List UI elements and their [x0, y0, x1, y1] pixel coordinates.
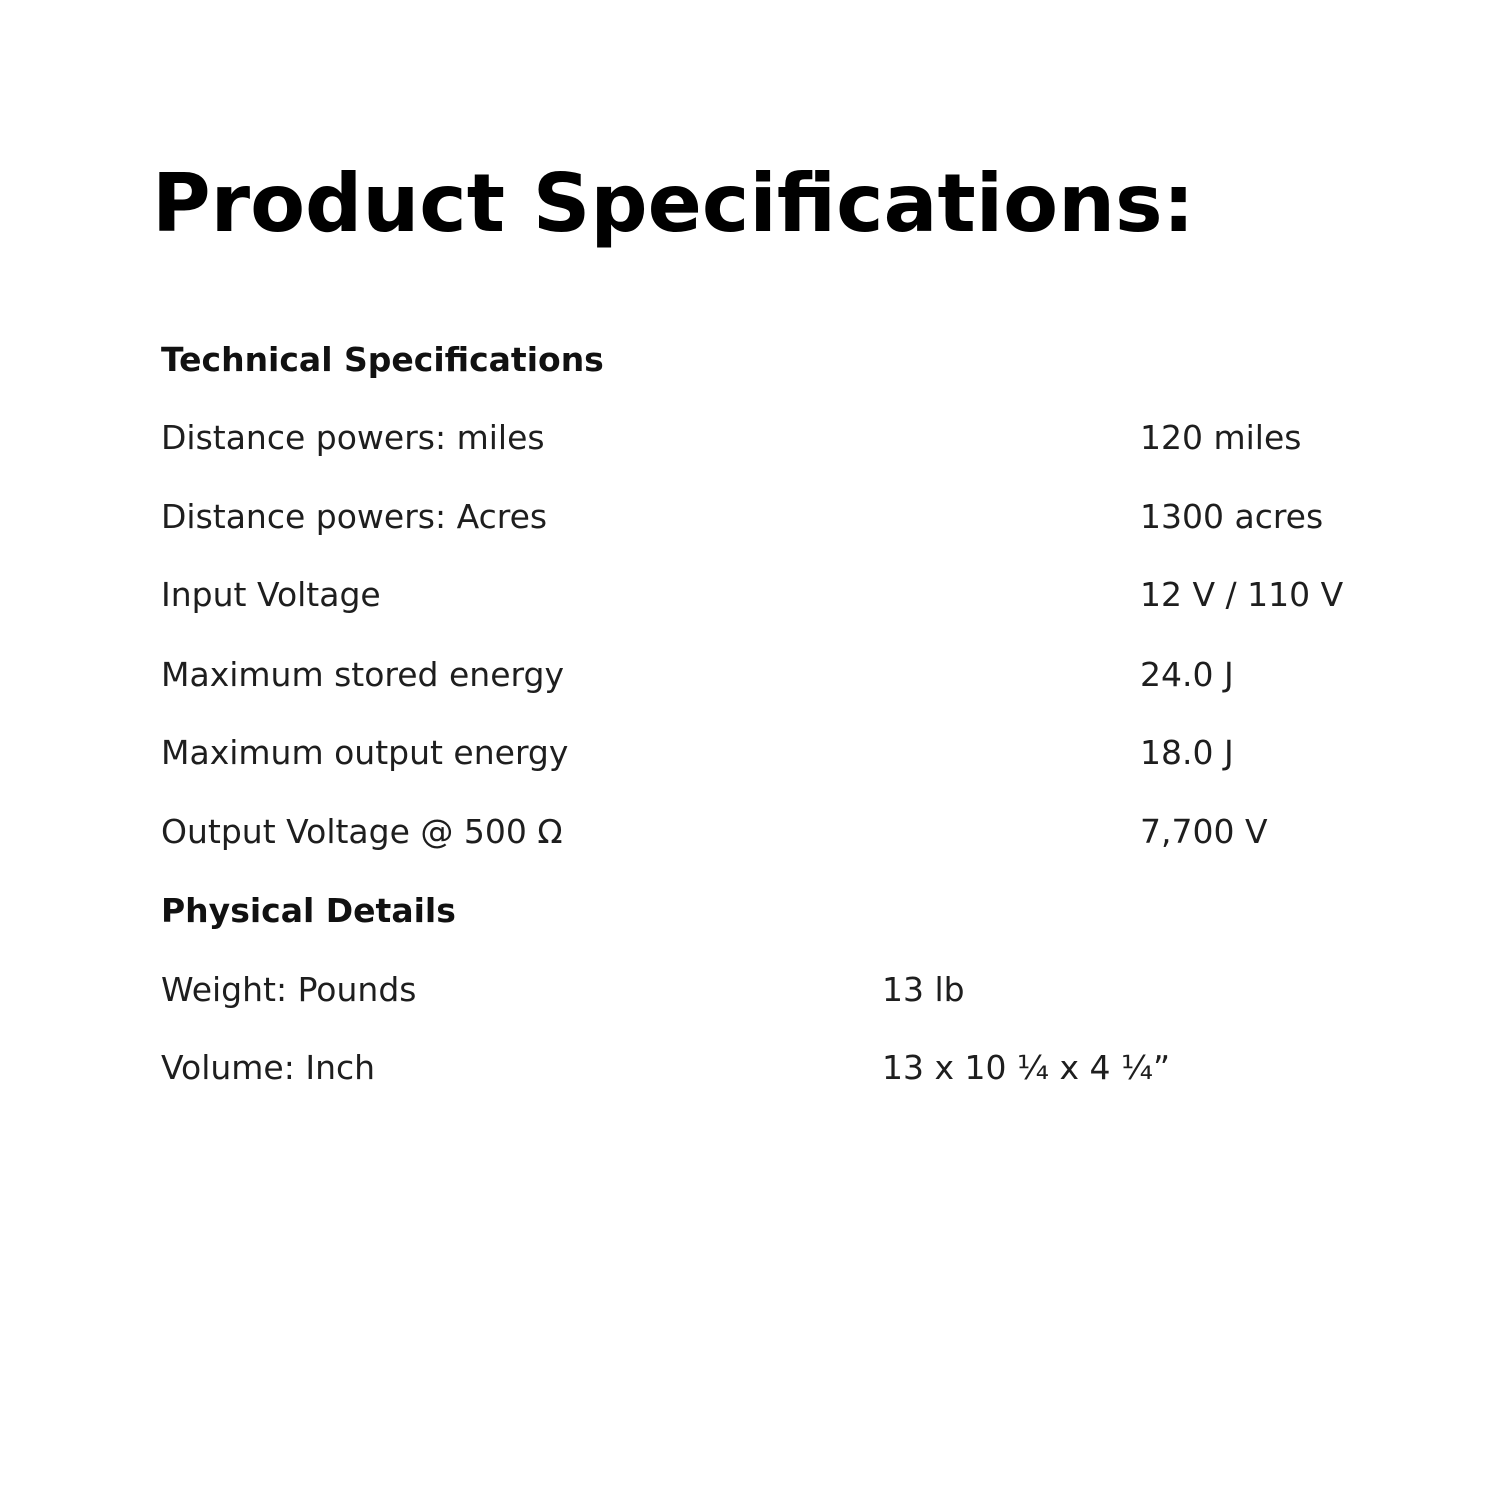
physical-details-heading: Physical Details	[161, 891, 456, 930]
spec-value-max-output-energy: 18.0 J	[1140, 733, 1234, 772]
spec-label-distance-miles: Distance powers: miles	[161, 418, 545, 457]
spec-label-distance-acres: Distance powers: Acres	[161, 497, 548, 536]
spec-label-max-output-energy: Maximum output energy	[161, 733, 569, 772]
page-title: Product Specifications:	[152, 157, 1195, 250]
spec-label-max-stored-energy: Maximum stored energy	[161, 655, 564, 694]
spec-value-volume: 13 x 10 ¼ x 4 ¼”	[882, 1048, 1171, 1087]
technical-specifications-heading: Technical Specifications	[161, 340, 604, 379]
spec-value-distance-miles: 120 miles	[1140, 418, 1302, 457]
spec-label-volume: Volume: Inch	[161, 1048, 376, 1087]
spec-label-output-voltage: Output Voltage @ 500 Ω	[161, 812, 563, 851]
spec-value-weight: 13 lb	[882, 970, 965, 1009]
spec-value-output-voltage: 7,700 V	[1140, 812, 1268, 851]
spec-label-weight: Weight: Pounds	[161, 970, 417, 1009]
spec-value-distance-acres: 1300 acres	[1140, 497, 1324, 536]
spec-label-input-voltage: Input Voltage	[161, 575, 381, 614]
spec-value-input-voltage: 12 V / 110 V	[1140, 575, 1344, 614]
spec-value-max-stored-energy: 24.0 J	[1140, 655, 1234, 694]
